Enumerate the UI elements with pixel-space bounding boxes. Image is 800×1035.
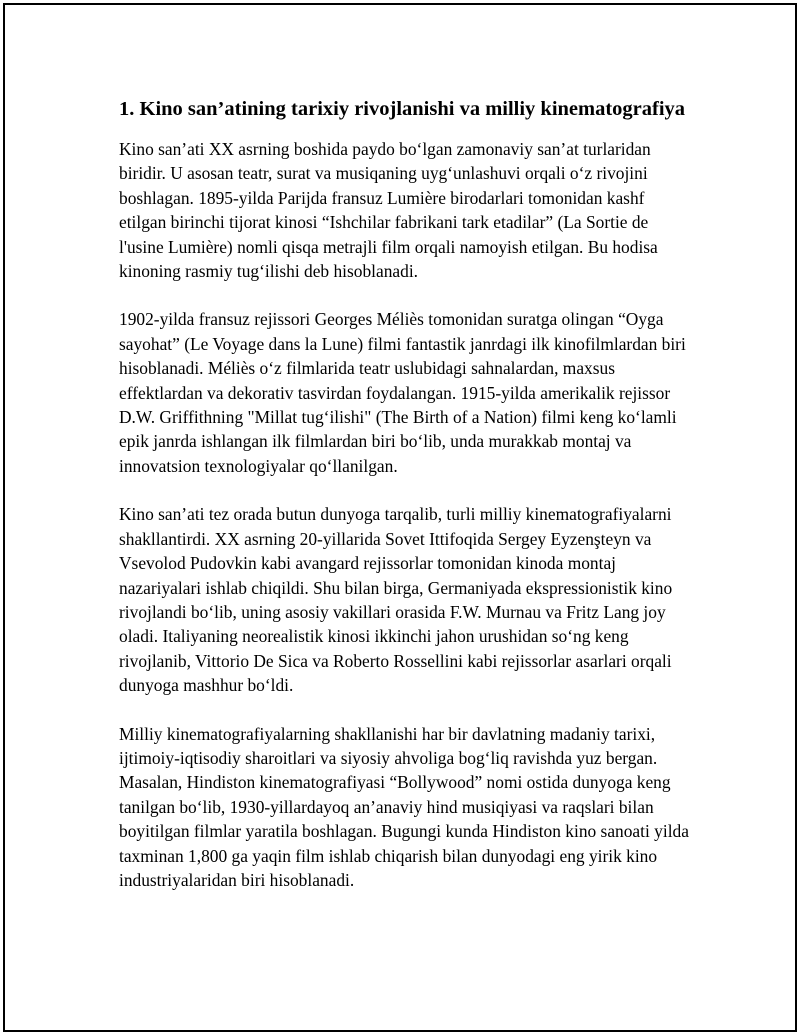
- document-page: [3, 3, 797, 1032]
- section-title: 1. Kino san’atining tarixiy rivojlanishi va milliy kinematografiya: [119, 98, 686, 120]
- document-body: [119, 95, 689, 916]
- paragraph-1: Kino san’ati XX asrning boshida paydo bo‘lgan zamonaviy san’at turlaridan biridir. U asosan teatr, surat va musiqaning uyg‘unlashuvi orqali o‘z rivojini boshlagan. 1895-yilda Parijda fransuz Lumière birodarlari tomonidan kashf etilgan birinchi tijorat kinosi “Ishchilar fabrikani tark etadilar” (La Sortie de l'usine Lumière) nomli qisqa metrajli film orqali namoyish etilgan. Bu hodisa kinoning rasmiy tug‘ilishi deb hisoblanadi.: [119, 139, 658, 282]
- paragraph-4: Milliy kinematografiyalarning shakllanishi har bir davlatning madaniy tarixi, ijtimoiy-iqtisodiy sharoitlari va siyosiy ahvoliga bog‘liq ravishda yuz bergan. Masalan, Hindiston kinematografiyasi “Bollywood” nomi ostida dunyoga keng tanilgan bo‘lib, 1930-yillardayoq an’anaviy hind musiqiyasi va raqslari bilan boyitilgan filmlar yaratila boshlagan. Bugungi kunda Hindiston kino sanoati yilda taxminan 1,800 ga yaqin film ishlab chiqarish bilan dunyodagi eng yirik kino industriyalaridan biri hisoblanadi.: [119, 723, 689, 890]
- paragraph-3: Kino san’ati tez orada butun dunyoga tarqalib, turli milliy kinematografiyalarni shakllantirdi. XX asrning 20-yillarida Sovet Ittifoqida Sergey Eyzenşteyn va Vsevolod Pudovkin kabi avangard rejissorlar tomonidan kinoda montaj nazariyalari ishlab chiqildi. Shu bilan birga, Germaniyada ekspressionistik kino rivojlandi bo‘lib, uning asosiy vakillari orasida F.W. Murnau va Fritz Lang joy oladi. Italiyaning neorealistik kinosi ikkinchi jahon urushidan so‘ng keng rivojlanib, Vittorio De Sica va Roberto Rossellini kabi rejissorlar asarlari orqali dunyoga mashhur bo‘ldi.: [119, 504, 673, 696]
- paragraph-2: 1902-yilda fransuz rejissori Georges Méliès tomonidan suratga olingan “Oyga sayohat” (Le Voyage dans la Lune) filmi fantastik janrdagi ilk kinofilmlardan biri hisoblanadi. Méliès o‘z filmlarida teatr uslubidagi sahnalardan, maxsus effektlardan va dekorativ tasvirdan foydalangan. 1915-yilda amerikalik rejissor D.W. Griffithning "Millat tug‘ilishi" (The Birth of a Nation) filmi keng ko‘lamli epik janrda ishlangan ilk filmlardan biri bo‘lib, unda murakkab montaj va innovatsion texnologiyalar qo‘llanilgan.: [119, 309, 686, 476]
